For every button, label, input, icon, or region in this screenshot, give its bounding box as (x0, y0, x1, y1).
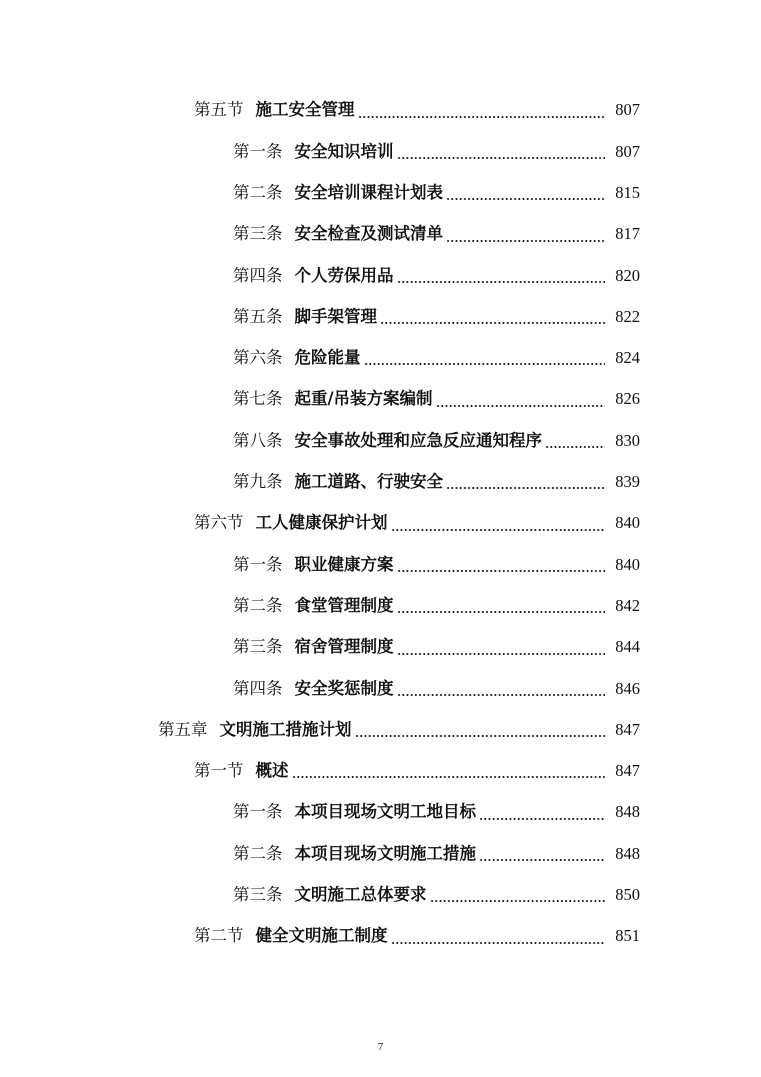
toc-entry-article[interactable] (0, 379, 761, 420)
toc-entry-title: 个人劳保用品 (294, 265, 394, 285)
toc-entry-article[interactable] (0, 462, 761, 503)
page-number: 7 (377, 1041, 384, 1053)
dot-leader (430, 900, 606, 902)
toc-entry-number: 第四条 (233, 265, 283, 285)
toc-entry-number: 第四条 (233, 678, 283, 698)
toc-entry-number: 第五节 (194, 100, 244, 120)
toc-entry-number: 第三条 (233, 224, 283, 244)
toc-entry-title: 工人健康保护计划 (255, 513, 388, 533)
toc-entry-title: 安全知识培训 (294, 141, 394, 161)
toc-entry-number: 第一条 (233, 141, 283, 161)
toc-entry-number: 第六条 (233, 348, 283, 368)
toc-entry-title: 概述 (255, 761, 289, 781)
toc-entry-page: 846 (615, 678, 640, 698)
toc-entry-title: 文明施工措施计划 (219, 719, 352, 739)
toc-entry-number: 第五章 (158, 719, 208, 739)
toc-entry-page: 822 (615, 306, 640, 326)
toc-entry-article[interactable] (0, 875, 761, 916)
toc-entry-article[interactable] (0, 131, 761, 172)
dot-leader (391, 529, 606, 531)
toc-entry-number: 第一节 (194, 761, 244, 781)
toc-entry-section[interactable] (0, 916, 761, 957)
dot-leader (397, 611, 606, 613)
toc-entry-section[interactable] (0, 751, 761, 792)
toc-entry-title: 起重/吊装方案编制 (294, 389, 433, 409)
dot-leader (397, 694, 606, 696)
toc-entry-page: 840 (615, 513, 640, 533)
toc-entry-article[interactable] (0, 586, 761, 627)
dot-leader (446, 487, 605, 489)
table-of-contents (0, 90, 761, 957)
toc-entry-title: 职业健康方案 (294, 554, 394, 574)
dot-leader (397, 653, 606, 655)
toc-entry-number: 第八条 (233, 430, 283, 450)
dot-leader (355, 735, 606, 737)
toc-entry-title: 脚手架管理 (294, 306, 377, 326)
dot-leader (380, 322, 605, 324)
dot-leader (479, 859, 605, 861)
toc-entry-number: 第三条 (233, 885, 283, 905)
toc-entry-page: 840 (615, 554, 640, 574)
toc-entry-page: 842 (615, 595, 640, 615)
toc-entry-page: 820 (615, 265, 640, 285)
toc-entry-number: 第一条 (233, 554, 283, 574)
toc-entry-title: 安全奖惩制度 (294, 678, 394, 698)
toc-entry-title: 本项目现场文明工地目标 (294, 802, 476, 822)
dot-leader (292, 776, 606, 778)
toc-entry-number: 第七条 (233, 389, 283, 409)
toc-entry-article[interactable] (0, 627, 761, 668)
toc-entry-title: 安全检查及测试清单 (294, 224, 443, 244)
dot-leader (358, 116, 606, 118)
toc-entry-page: 850 (615, 885, 640, 905)
dot-leader (479, 818, 605, 820)
toc-entry-page: 851 (615, 926, 640, 946)
toc-entry-page: 847 (615, 719, 640, 739)
toc-entry-article[interactable] (0, 255, 761, 296)
dot-leader (545, 446, 605, 448)
toc-entry-page: 847 (615, 761, 640, 781)
toc-entry-title: 健全文明施工制度 (255, 926, 388, 946)
dot-leader (397, 157, 606, 159)
toc-entry-title: 文明施工总体要求 (294, 885, 427, 905)
toc-entry-title: 施工安全管理 (255, 100, 355, 120)
toc-entry-number: 第六节 (194, 513, 244, 533)
toc-entry-article[interactable] (0, 420, 761, 461)
toc-entry-page: 807 (615, 141, 640, 161)
toc-entry-title: 安全培训课程计划表 (294, 182, 443, 202)
toc-entry-page: 807 (615, 100, 640, 120)
toc-entry-article[interactable] (0, 214, 761, 255)
toc-entry-title: 安全事故处理和应急反应通知程序 (294, 430, 542, 450)
toc-entry-page: 817 (615, 224, 640, 244)
toc-entry-title: 本项目现场文明施工措施 (294, 843, 476, 863)
toc-entry-section[interactable] (0, 503, 761, 544)
toc-entry-number: 第二节 (194, 926, 244, 946)
toc-entry-article[interactable] (0, 338, 761, 379)
toc-entry-page: 848 (615, 843, 640, 863)
dot-leader (397, 281, 606, 283)
toc-entry-article[interactable] (0, 792, 761, 833)
toc-entry-title: 施工道路、行驶安全 (294, 472, 443, 492)
toc-entry-page: 815 (615, 182, 640, 202)
toc-entry-section[interactable] (0, 90, 761, 131)
dot-leader (446, 198, 605, 200)
toc-entry-article[interactable] (0, 833, 761, 874)
dot-leader (446, 240, 605, 242)
toc-entry-title: 危险能量 (294, 348, 361, 368)
toc-entry-article[interactable] (0, 544, 761, 585)
dot-leader (391, 942, 606, 944)
toc-entry-number: 第二条 (233, 182, 283, 202)
toc-entry-chapter[interactable] (0, 709, 761, 750)
toc-entry-page: 848 (615, 802, 640, 822)
toc-entry-number: 第三条 (233, 637, 283, 657)
toc-entry-page: 839 (615, 472, 640, 492)
toc-entry-number: 第二条 (233, 595, 283, 615)
toc-entry-article[interactable] (0, 296, 761, 337)
toc-entry-page: 826 (615, 389, 640, 409)
toc-entry-title: 宿舍管理制度 (294, 637, 394, 657)
toc-entry-number: 第一条 (233, 802, 283, 822)
dot-leader (364, 363, 606, 365)
toc-entry-number: 第二条 (233, 843, 283, 863)
toc-entry-page: 824 (615, 348, 640, 368)
toc-entry-article[interactable] (0, 668, 761, 709)
dot-leader (436, 405, 605, 407)
toc-entry-article[interactable] (0, 173, 761, 214)
toc-entry-page: 844 (615, 637, 640, 657)
toc-entry-number: 第九条 (233, 472, 283, 492)
dot-leader (397, 570, 606, 572)
toc-entry-number: 第五条 (233, 306, 283, 326)
toc-entry-page: 830 (615, 430, 640, 450)
toc-entry-title: 食堂管理制度 (294, 595, 394, 615)
